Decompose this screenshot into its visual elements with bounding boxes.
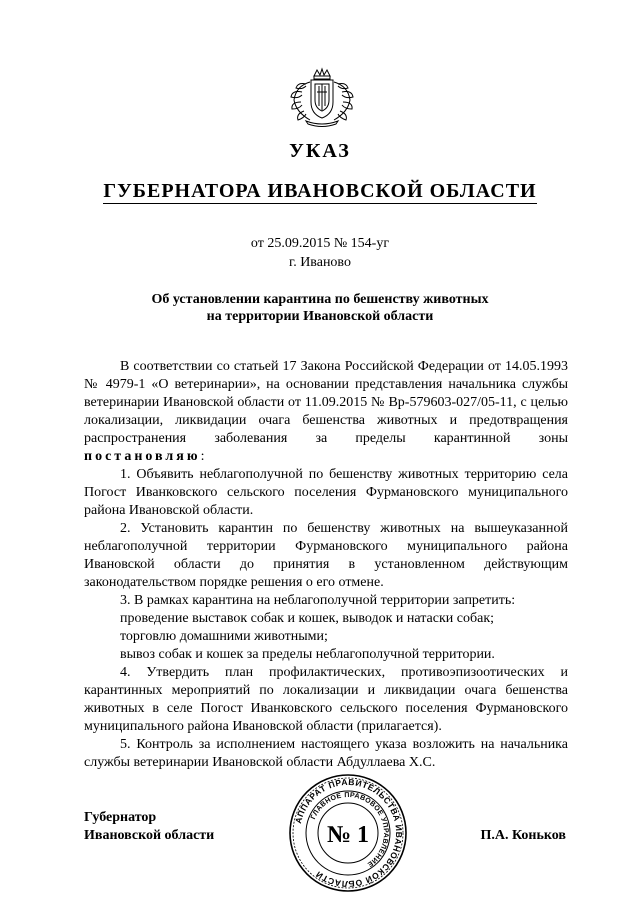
document-title: УКАЗ [289, 140, 351, 162]
seal-ring-text: АППАРАТ ПРАВИТЕЛЬСТВА ИВАНОВСКОЙ ОБЛАСТИ [292, 776, 405, 890]
signatory-position-line-1: Губернатор [84, 810, 157, 825]
official-seal-icon [287, 772, 409, 894]
document-issuer-text: ГУБЕРНАТОРА ИВАНОВСКОЙ ОБЛАСТИ [103, 180, 537, 202]
document-issuer [0, 180, 640, 203]
item-3b: торговлю домашними животными; [120, 629, 328, 644]
subject-line-1: Об установлении карантина по бешенству животных [151, 292, 489, 307]
document-body [84, 358, 568, 772]
signatory-position-line-2: Ивановской области [84, 828, 215, 843]
subject-line-2: на территории Ивановской области [206, 309, 434, 324]
item-4: 4. Утвердить план профилактических, противоэпизоотических и карантинных мероприятий по локализации и ликвидации очага бешенства животных в селе Погост Иванковского сельского поселения Фурмановского муниципального района Ивановской области (прилагается). [84, 665, 568, 734]
item-3c: вывоз собак и кошек за пределы неблагополучной территории. [120, 647, 495, 662]
preamble-text: В соответствии со статьей 17 Закона Российской Федерации от 14.05.1993 № 4979-1 «О ветеринарии», на основании представления начальника службы ветеринарии Ивановской области от 11.09.2015 № Вр-579603-027/05-11, с целью локализации, ликвидации очага бешенства животных и предотвращения распространения заболевания за пределы карантинной зоны [84, 359, 568, 446]
signatory-position [84, 809, 214, 845]
resolve-colon: : [200, 449, 205, 464]
item-3a: проведение выставок собак и кошек, выводок и натаски собак; [120, 611, 495, 626]
seal-inner-ring-text: ГЛАВНОЕ ПРАВОВОЕ УПРАВЛЕНИЕ [309, 791, 390, 868]
document-date-number: от 25.09.2015 № 154-уг [250, 236, 390, 251]
item-2: 2. Установить карантин по бешенству животных на вышеуказанной неблагополучной территории Фурмановского муниципального района Ивановской области до принятия в установленном действующим законодательством порядке решения о его отмене. [84, 521, 568, 590]
resolve-word: постановляю [84, 449, 201, 464]
item-5: 5. Контроль за исполнением настоящего указа возложить на начальника службы ветеринарии Ивановской области Абдуллаева Х.С. [84, 737, 568, 770]
signatory-name: П.А. Коньков [480, 828, 566, 843]
item-3: 3. В рамках карантина на неблагополучной территории запретить: [120, 593, 516, 608]
seal-number: № 1 [326, 822, 370, 848]
preamble-paragraph [84, 358, 568, 466]
coat-of-arms-icon [284, 66, 360, 128]
document-city: г. Иваново [289, 255, 351, 270]
item-1: 1. Объявить неблагополучной по бешенству животных территорию села Погост Иванковского сельского поселения Фурмановского муниципального района Ивановской области. [84, 467, 568, 518]
